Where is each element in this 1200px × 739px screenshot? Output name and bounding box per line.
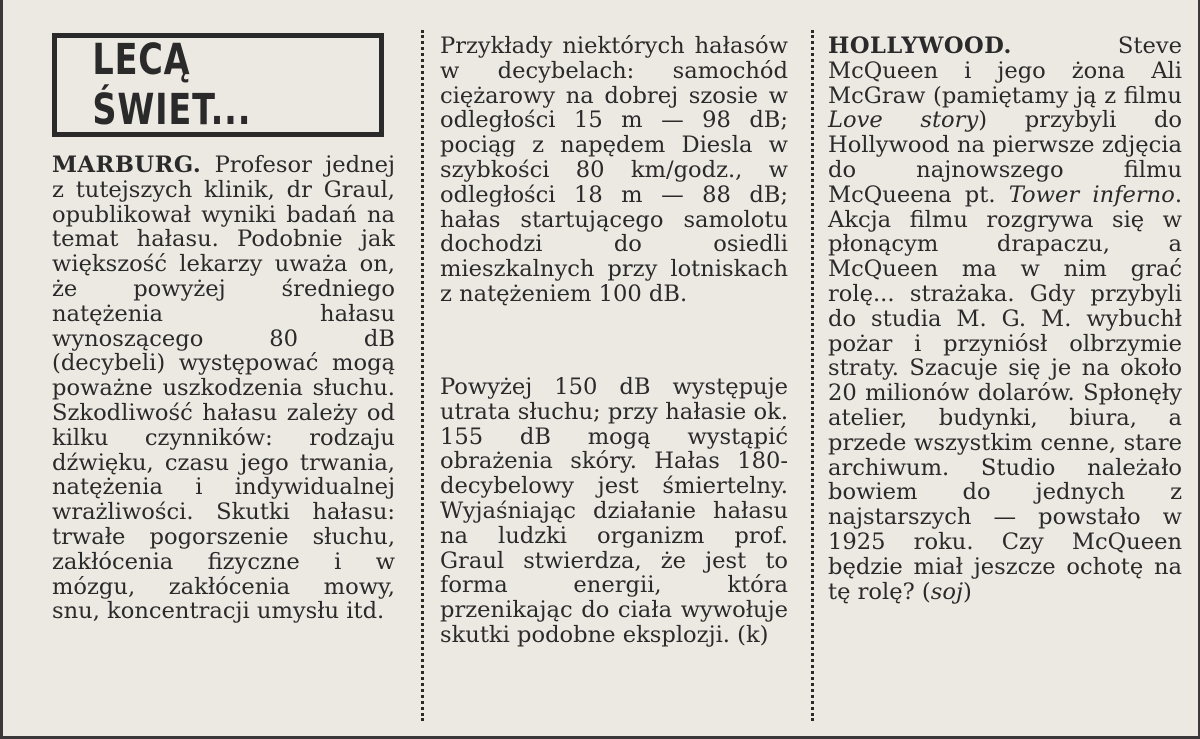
column-2 <box>440 0 788 739</box>
article-hollywood-body-c: . Akcja filmu rozgrywa się w płonącym drapaczu, a McQueen ma w nim grać rolę... strażaka. Gdy przybyli do studia M. G. M. wybuchł pożar i przyniósł olbrzymie straty. Szacuje się je na około 20 milionów dolarów. Spłonęły atelier, budynki, biura, a przede wszystkim cenne, stare archiwum. Studio należało bowiem do jednych z najstarszych — powstało w 1925 roku. Czy McQueen będzie miał jeszcze ochotę na tę rolę? ( <box>828 181 1182 605</box>
dateline-marburg: MARBURG. <box>52 152 202 178</box>
article-hollywood-body-a: Steve McQueen i jego żona Ali McGraw (pamiętamy ją z filmu <box>828 33 1182 109</box>
article-hollywood-body-d: ) <box>962 578 972 605</box>
article-marburg <box>52 153 395 624</box>
column-divider-1 <box>421 30 424 721</box>
column-3 <box>828 0 1182 739</box>
author-signature: soj <box>930 578 963 605</box>
hearing-loss-paragraph: Powyżej 150 dB występuje utrata słuchu; przy hałasie ok. 155 dB mogą wystąpić obrażenia skóry. Hałas 180-decybelowy jest śmiertelny. Wyjaśniając działanie hałasu na ludzki organizm prof. Graul stwierdza, że jest to forma energii, która przenikając do ciała wywołuje skutki podobne eksplozji. (k) <box>440 374 788 648</box>
film-title-tower-inferno: Tower inferno <box>1008 181 1175 208</box>
dateline-hollywood: HOLLYWOOD. <box>828 33 1012 59</box>
article-hollywood-body-b: ) przybyli do Hollywood na pierwsze zdjęcia do najnowszego filmu McQueena pt. <box>828 107 1183 208</box>
column-1 <box>52 0 395 739</box>
noise-examples-paragraph: Przykłady niektórych hałasów w decybelach: samochód ciężarowy na dobrej szosie w odległości 15 m — 98 dB; pociąg z napędem Diesla w szybkości 80 km/godz., w odległości 18 m — 88 dB; hałas startującego samolotu dochodzi do osiedli mieszkalnych przy lotniskach z natężeniem 100 dB. <box>440 33 788 307</box>
article-marburg-body: Profesor jednej z tutejszych klinik, dr Graul, opublikował wyniki badań na temat hałasu. Podobnie jak większość lekarzy uważa on, że powyżej średniego natężenia hałasu wynoszącego 80 dB (decybeli) występować mogą poważne uszkodzenia słuchu. Szkodliwość hałasu zależy od kilku czynników: rodzaju dźwięku, czasu jego trwania, natężenia i indywidualnej wrażliwości. Skutki hałasu: trwałe pogorszenie słuchu, zakłócenia fizyczne i w mózgu, zakłócenia mowy, snu, koncentracji umysłu itd. <box>52 152 395 625</box>
column-divider-2 <box>811 30 814 721</box>
headline: LECĄ ŚWIET... <box>92 35 252 135</box>
page-edge-left <box>0 0 3 739</box>
film-title-love-story: Love story <box>828 107 979 134</box>
article-hollywood <box>828 34 1182 604</box>
